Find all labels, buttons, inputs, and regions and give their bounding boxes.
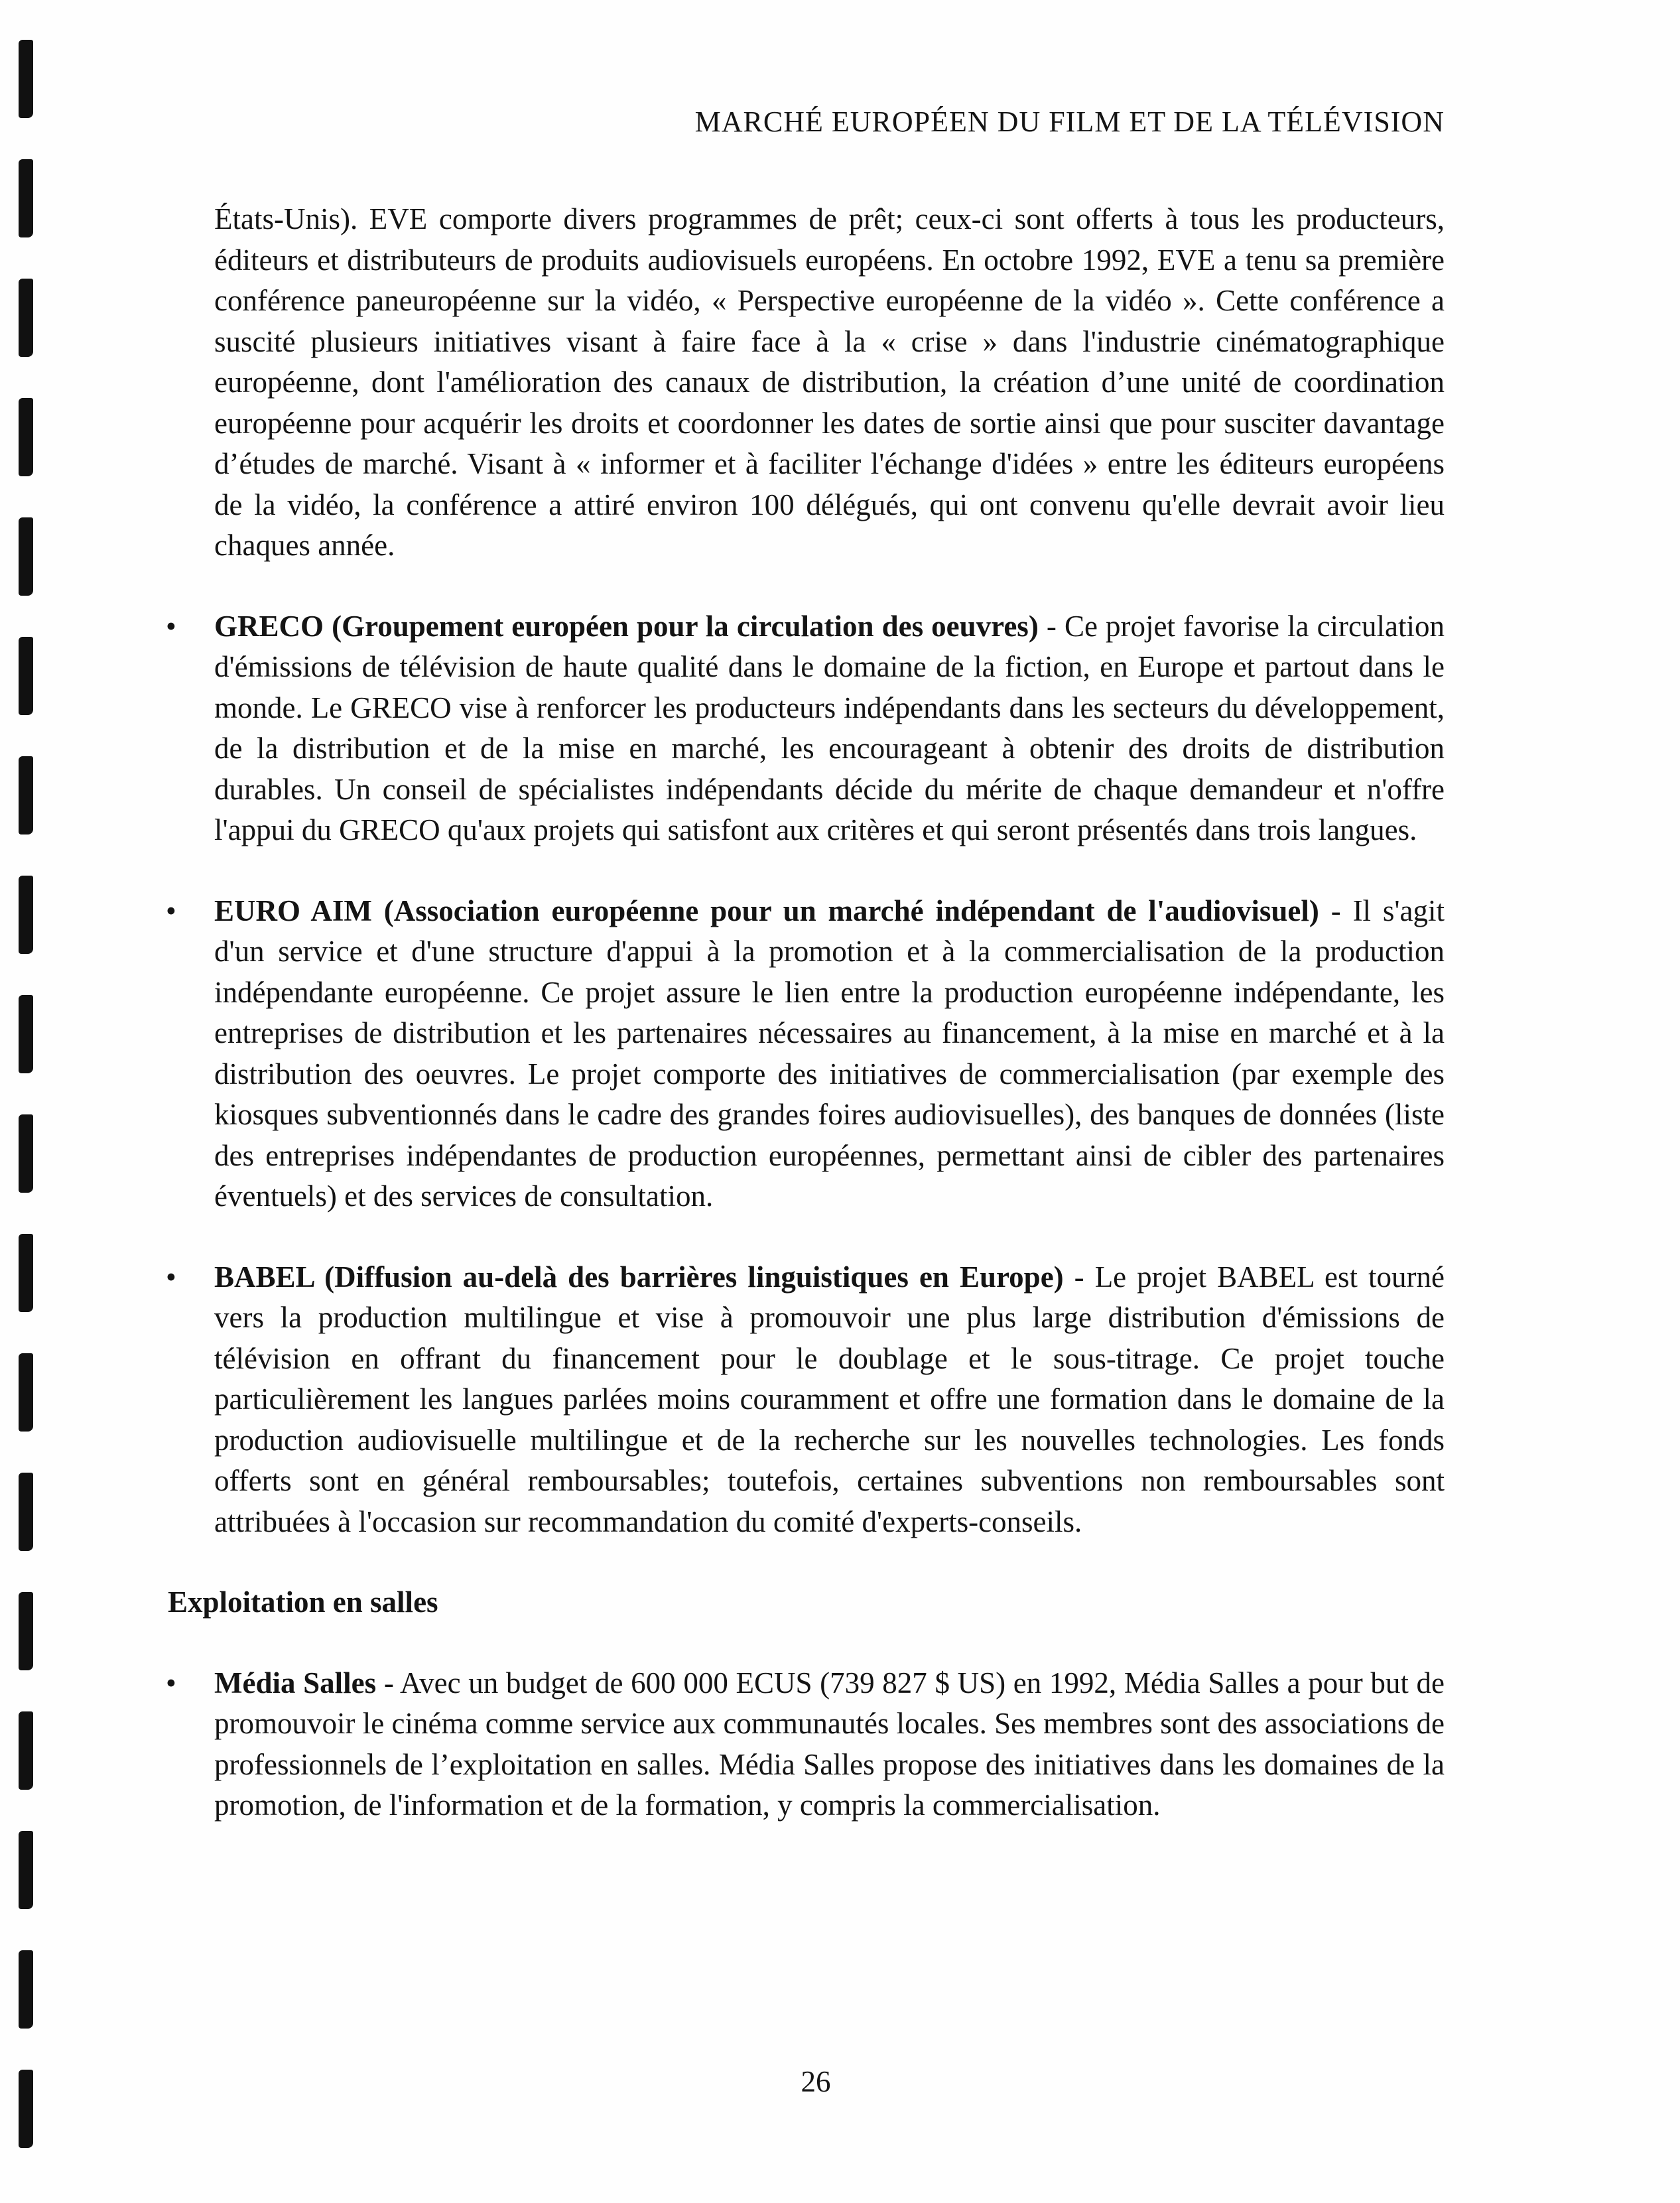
- intro-paragraph: [214, 199, 1445, 567]
- section-heading: Exploitation en salles: [168, 1585, 438, 1619]
- binding-mark: [19, 637, 33, 715]
- text-line: Le projet BABEL est: [1094, 1260, 1358, 1294]
- text-line: producteurs, éditeurs et distributeurs de produits audiovisuels européens. En octobre 1992,: [214, 202, 1445, 277]
- text-line: production indépendante européenne. Ce projet assure le lien entre la production européenne: [214, 935, 1445, 1009]
- running-header: MARCHÉ EUROPÉEN DU FILM ET DE LA TÉLÉVISION: [694, 105, 1445, 138]
- text-line: tourné vers la production multilingue et vise à promouvoir une plus large distribution: [214, 1260, 1445, 1334]
- binding-mark: [19, 1711, 33, 1790]
- binding-mark: [19, 1950, 33, 2029]
- item-title: Média Salles: [214, 1666, 377, 1700]
- binding-marks: [7, 40, 53, 2196]
- binding-mark: [19, 1234, 33, 1312]
- bullet-item-euro-aim: [168, 891, 1445, 1217]
- text-line: la commercialisation.: [903, 1788, 1161, 1822]
- text-line: conférence a attiré environ 100 délégués, qui ont convenu qu'elle devrait avoir lieu chaques: [214, 488, 1445, 562]
- item-separator: -: [1038, 609, 1065, 643]
- page-body: [168, 199, 1445, 1826]
- binding-mark: [19, 40, 33, 118]
- text-line: sont des associations de professionnels de l’exploitation en salles. Média Salles propose des: [214, 1707, 1445, 1781]
- item-separator: -: [1319, 894, 1341, 927]
- text-line: pour but de promouvoir le cinéma comme service aux communautés locales. Ses membres: [214, 1666, 1445, 1740]
- text-line: la mise en marché et à la distribution des oeuvres. Le projet comporte des initiatives de: [214, 1016, 1445, 1091]
- bullet-item-babel: [168, 1257, 1445, 1543]
- item-separator: -: [376, 1666, 400, 1700]
- text-line: initiatives dans les domaines de la promotion, de l'information et de la formation, y compris: [214, 1747, 1445, 1822]
- text-line: européennes, permettant ainsi de cibler des partenaires éventuels) et des services de: [214, 1138, 1445, 1213]
- binding-mark: [19, 1473, 33, 1551]
- text-line: distribution, la création d’une unité de coordination européenne pour acquérir les droits et: [214, 366, 1445, 440]
- bullet-icon: •: [166, 894, 176, 927]
- binding-mark: [19, 876, 33, 954]
- text-line: États-Unis). EVE comporte divers programmes de prêt; ceux-ci sont offerts à tous les: [214, 202, 1285, 235]
- binding-mark: [19, 1831, 33, 1909]
- item-separator: -: [1063, 1260, 1095, 1294]
- item-title: GRECO (Groupement européen pour la circulation des oeuvres): [214, 609, 1039, 643]
- bullet-paragraph: [214, 1663, 1445, 1826]
- text-line: d'experts-conseils.: [862, 1504, 1082, 1538]
- text-line: indépendante, les entreprises de distribution et les partenaires nécessaires au financement, à: [214, 975, 1445, 1049]
- binding-mark: [19, 1114, 33, 1193]
- text-line: circulation d'émissions de télévision de haute qualité dans le domaine de la fiction, en: [214, 609, 1445, 683]
- text-line: Il s'agit d'un service et d'une structure d'appui à la promotion et à la commercialisation de la: [214, 894, 1445, 968]
- text-line: audiovisuelles), des banques de données (liste des entreprises indépendantes de production: [214, 1098, 1445, 1172]
- binding-mark: [19, 159, 33, 237]
- binding-mark: [19, 1353, 33, 1432]
- text-line: projets qui satisfont aux critères et qui seront présentés dans trois langues.: [533, 813, 1417, 846]
- text-line: dans l'industrie cinématographique européenne, dont l'amélioration des canaux de: [214, 324, 1445, 399]
- text-line: d'émissions de télévision en offrant du financement pour le doublage et le sous-titrage. Ce: [214, 1301, 1445, 1375]
- text-line: année.: [318, 529, 395, 562]
- bullet-icon: •: [166, 1260, 176, 1294]
- item-title: BABEL (Diffusion au-delà des barrières linguistiques en Europe): [214, 1260, 1064, 1294]
- bullet-paragraph: [214, 891, 1445, 1217]
- bullet-paragraph: [214, 1257, 1445, 1543]
- binding-mark: [19, 756, 33, 834]
- item-title: EURO AIM (Association européenne pour un marché indépendant de l'audiovisuel): [214, 894, 1319, 927]
- bullet-icon: •: [166, 609, 176, 643]
- text-line: dans les secteurs du développement, de la distribution et de la mise en marché, les: [214, 691, 1445, 765]
- bullet-icon: •: [166, 1666, 176, 1700]
- binding-mark: [19, 2070, 33, 2148]
- text-line: « informer et à faciliter l'échange d'idées » entre les éditeurs européens de la vidéo, la: [214, 447, 1445, 521]
- text-line: projet touche particulièrement les langues parlées moins couramment et offre une formation: [214, 1341, 1445, 1416]
- text-line: Avec un budget de 600 000 ECUS (739 827 $ US) en 1992, Média Salles a: [399, 1666, 1301, 1700]
- text-line: Europe et partout dans le monde. Le GRECO vise à renforcer les producteurs indépendants: [214, 650, 1445, 724]
- text-line: Ce projet favorise la: [1064, 609, 1309, 643]
- text-line: EVE a tenu sa première conférence paneuropéenne sur la vidéo, « Perspective européenne: [214, 243, 1445, 317]
- text-line: dans le domaine de la production audiovisuelle multilingue et de la recherche sur les: [214, 1382, 1445, 1457]
- page-number: 26: [801, 2065, 831, 2098]
- binding-mark: [19, 398, 33, 476]
- text-line: indépendants décide du mérite de chaque demandeur et n'offre l'appui du GRECO qu'aux: [214, 772, 1445, 846]
- binding-mark: [19, 995, 33, 1073]
- text-line: encourageant à obtenir des droits de distribution durables. Un conseil de spécialistes: [214, 732, 1445, 806]
- binding-mark: [19, 1592, 33, 1670]
- text-line: subventions non remboursables sont attribuées à l'occasion sur recommandation du comité: [214, 1464, 1445, 1538]
- bullet-item-greco: [168, 606, 1445, 851]
- text-line: consultation.: [560, 1179, 714, 1213]
- text-line: de la vidéo ». Cette conférence a suscité plusieurs initiatives visant à faire face à la « crise »: [214, 284, 1445, 358]
- bullet-item-media-salles: [168, 1663, 1445, 1826]
- text-line: nouvelles technologies. Les fonds offerts sont en général remboursables; toutefois, certaines: [214, 1423, 1445, 1497]
- binding-mark: [19, 279, 33, 357]
- text-line: coordonner les dates de sortie ainsi que pour susciter davantage d’études de marché. Visant à: [214, 406, 1445, 480]
- bullet-paragraph: [214, 606, 1445, 851]
- text-line: commercialisation (par exemple des kiosques subventionnés dans le cadre des grandes foires: [214, 1057, 1445, 1131]
- binding-mark: [19, 517, 33, 596]
